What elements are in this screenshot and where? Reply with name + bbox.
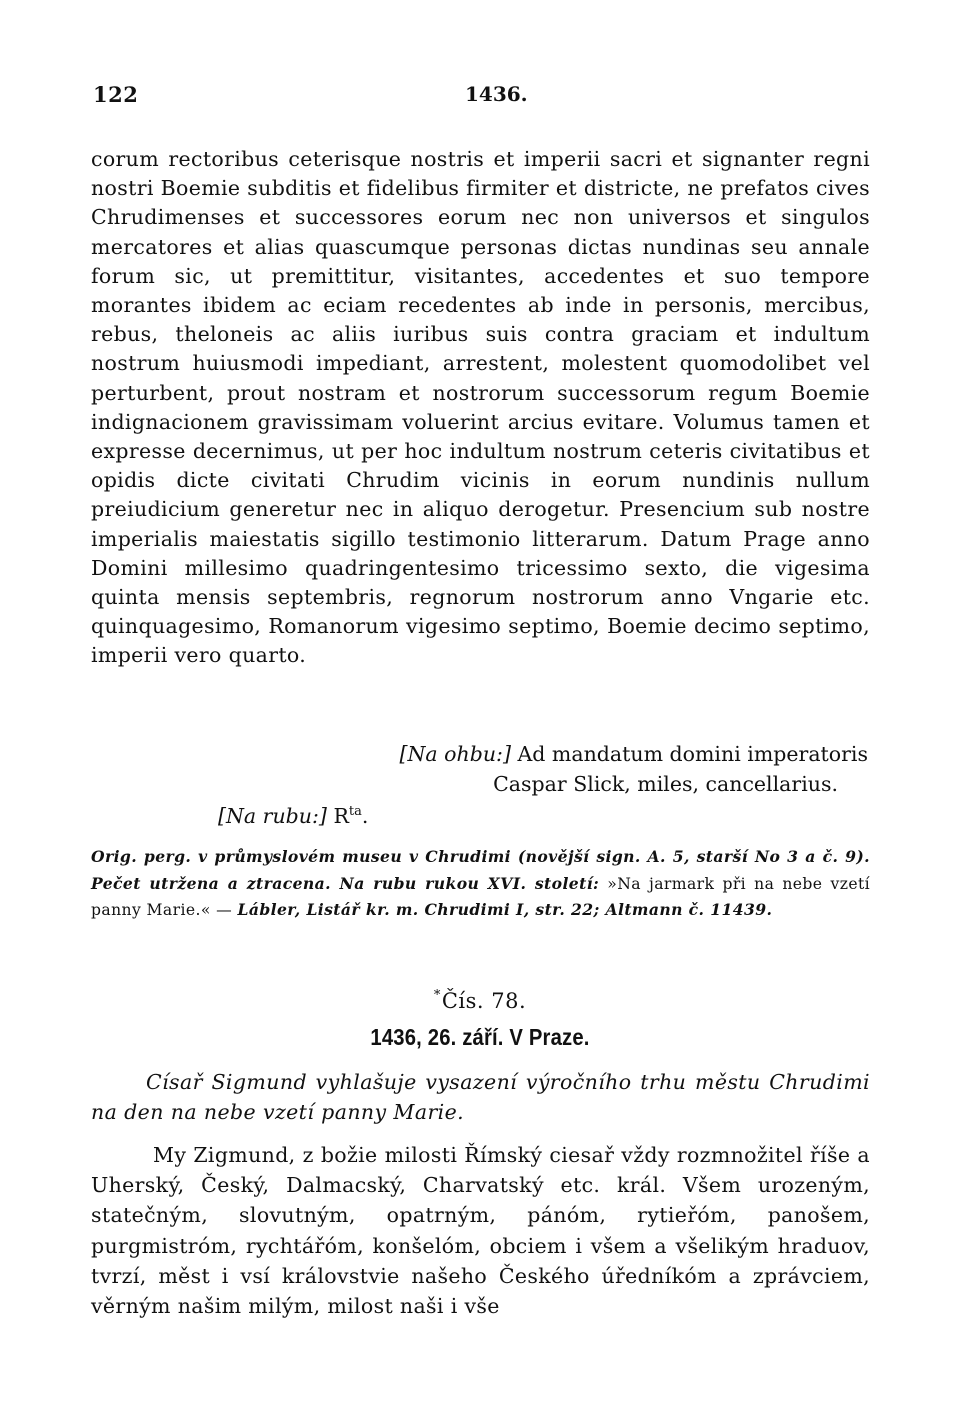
source-note-literature: Lábler, Listář kr. m. Chrudimi I, str. 22; Altmann č. 11439. — [237, 900, 773, 919]
signature-mandate: Ad mandatum domini imperatoris — [517, 742, 868, 766]
registration-note — [218, 804, 368, 828]
page-number: 122 — [93, 82, 139, 107]
signature-chancellor: Caspar Slick, miles, cancellarius. — [493, 772, 838, 796]
registration-mark-superscript: ta — [348, 804, 362, 819]
main-latin-text: corum rectoribus ceterisque nostris et imperii sacri et signanter regni nostri Boemie subditis et fidelibus firmiter et districte, ne prefatos cives Chrudimenses et successores eorum nec non universos et singulos mercatores et alias quascumque personas dictas nundinas seu annale forum sic, ut premittitur, visitantes, accedentes et suo tempore morantes ibidem ac eciam recedentes ab inde in personis, mercibus, rebus, theloneis ac aliis iuribus suis contra graciam et indultum nostrum huiusmodi impediant, arrestent, molestent quomodolibet vel perturbent, prout nostram et nostrorum successorum regum Boemie indignacionem gravissimam voluerint arcius evitare. Volumus tamen et expresse decernimus, ut per hoc indultum nostrum ceteris civitatibus et opidis dicte civitati Chrudim vicinis in eorum nundinis nullum preiudicium generetur nec in aliquo derogetur. Presencium sub nostre imperialis maiestatis sigillo testimonio litterarum. Datum Prage anno Domini millesimo quadringentesimo tricessimo sexto, die vigesima quinta mensis septembris, regnorum nostrorum anno Vngarie etc. quinquagesimo, Romanorum vigesimo septimo, Boemie decimo septimo, imperii vero quarto. — [91, 147, 870, 668]
document-number — [0, 988, 960, 1013]
registration-label: [Na rubu:] — [218, 804, 327, 828]
document-number-star: * — [433, 988, 441, 1003]
signature-line-2 — [493, 772, 838, 796]
source-note-dorsal-inscription: »Na jarmark při na nebe vzetí panny Marie.« — — [91, 874, 870, 919]
running-title: 1436. — [465, 82, 528, 106]
page-header — [93, 82, 873, 112]
document-number-label: Čís. 78. — [441, 989, 527, 1013]
source-note — [91, 844, 870, 924]
document-czech-text: My Zigmund, z božie milosti Římský ciesař vždy rozmnožitel říše a Uherský, Český, Dalmacský, Charvatský etc. král. Všem urozeným, statečným, slovutným, opatrným, pánóm, rytieřóm, panošem, purgmistróm, rychtářóm, konšelóm, obciem i všem a všelikým hraduov, tvrzí, měst i vsí královstvie našeho Českého úředníkóm a zprávciem, věrným našim milým, milost naši i vše — [91, 1143, 870, 1319]
registration-mark-end: . — [361, 804, 369, 828]
registration-mark: R — [333, 804, 349, 828]
document-regest: Císař Sigmund vyhlašuje vysazení výročního trhu městu Chrudimi na den na nebe vzetí panny Marie. — [91, 1070, 870, 1124]
source-note-archive: Orig. perg. v průmyslovém museu v Chrudimi (novější sign. A. 5, starší No 3 a č. 9). Pečet utržena a ztracena. Na rubu rukou XVI. století: — [91, 847, 870, 893]
signature-line-1 — [400, 742, 869, 766]
signature-label: [Na ohbu:] — [399, 742, 511, 766]
document-date-heading: 1436, 26. září. V Praze. — [370, 1024, 590, 1050]
